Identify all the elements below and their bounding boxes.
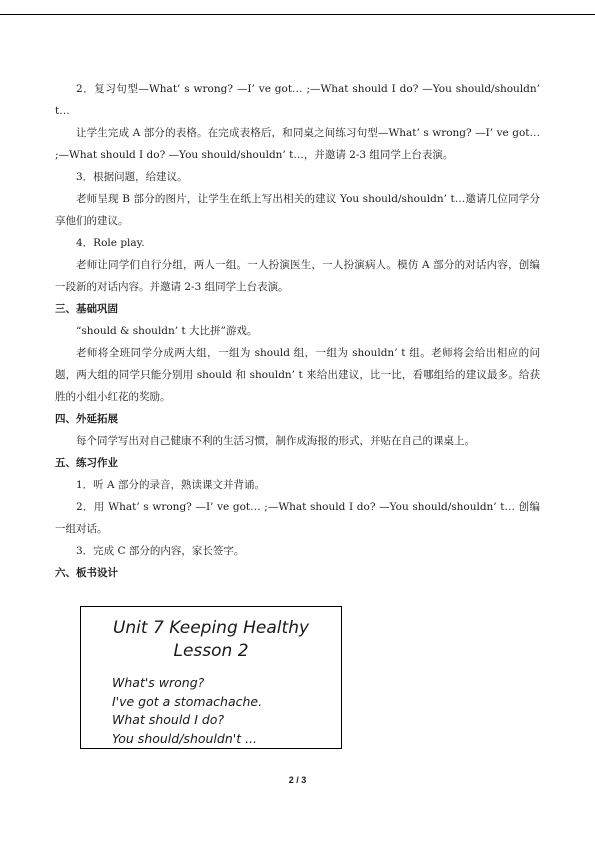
section-heading-5: 五、练习作业 [55,457,118,469]
paragraph-7: “should & shouldn’ t 大比拼”游戏。 [76,325,258,337]
top-rule [0,14,595,15]
board-line-4: You should/shouldn't ... [112,730,257,746]
section-heading-3: 三、基础巩固 [55,303,118,315]
paragraph-3: 3．根据问题，给建议。 [76,171,188,183]
paragraph-4: 老师呈现 B 部分的图片，让学生在纸上写出相关的建议 You should/shouldn’ t…邀请几位同学分享他们的建议。 [55,193,540,227]
board-lines [112,674,262,748]
paragraph-6: 老师让同学们自行分组，两人一组。一人扮演医生，一人扮演病人。模仿 A 部分的对话内容，创编一段新的对话内容。并邀请 2-3 组同学上台表演。 [55,259,540,293]
document-body [55,78,540,584]
paragraph-9: 每个同学写出对自己健康不利的生活习惯，制作成海报的形式，并贴在自己的课桌上。 [76,435,475,447]
section-heading-4: 四、外延拓展 [55,413,118,425]
board-line-3: What should I do? [112,712,225,727]
paragraph-12: 3．完成 C 部分的内容，家长签字。 [76,545,245,557]
blackboard-design-box [80,606,342,749]
board-line-2: I've got a stomachache. [112,693,263,709]
board-line-1: What's wrong? [112,675,205,690]
paragraph-11: 2．用 What’ s wrong? —I’ ve got… ;—What should I do? —You should/shouldn’ t… 创编一组对话。 [55,501,540,535]
paragraph-8: 老师将全班同学分成两大组，一组为 should 组，一组为 shouldn’ t 组。老师将会给出相应的问题，两大组的同学只能分别用 should 和 shouldn’ t 来给出建议，比一比，看哪组给的建议最多。给获胜的小组小红花的奖励。 [55,347,540,403]
section-heading-6: 六、板书设计 [55,567,118,579]
paragraph-10: 1．听 A 部分的录音，熟读课文并背诵。 [76,479,265,491]
paragraph-1: 2．复习句型—What’ s wrong? —I’ ve got… ;—What should I do? —You should/shouldn’ t… [55,83,540,117]
paragraph-5: 4．Role play. [76,237,145,249]
board-subtitle: Lesson 2 [173,641,249,661]
paragraph-2: 让学生完成 A 部分的表格。在完成表格后，和同桌之间练习句型—What’ s wrong? —I’ ve got… ;—What should I do? —You should/shouldn’ t…，并邀请 2-3 组同学上台表演。 [55,127,540,161]
page-number: 2 / 3 [288,775,307,785]
board-title: Unit 7 Keeping Healthy [112,618,310,638]
